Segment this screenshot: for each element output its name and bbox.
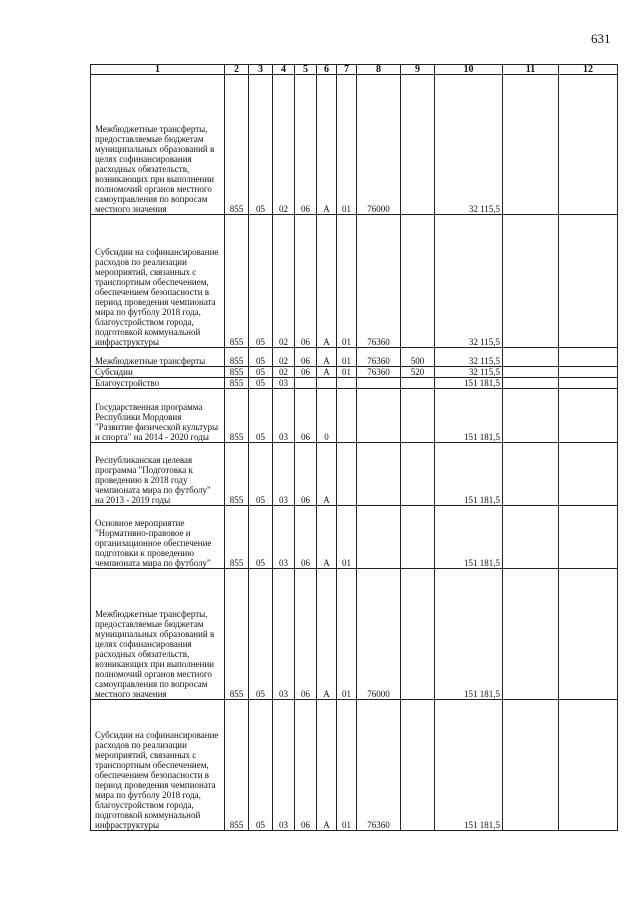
cell-col10: 151 181,5 [435,700,503,831]
cell-col9 [401,215,435,348]
cell-col10: 151 181,5 [435,389,503,443]
table-row [91,348,618,367]
cell-col3: 05 [249,348,273,367]
cell-col3: 05 [249,443,273,506]
cell-col9: 500 [401,348,435,367]
cell-col4: 02 [273,367,295,378]
cell-col2: 855 [225,348,249,367]
cell-col10: 151 181,5 [435,569,503,700]
cell-col3: 05 [249,700,273,831]
cell-col7: 01 [337,506,357,569]
column-header: 5 [295,65,317,75]
cell-col11 [503,389,559,443]
cell-col11 [503,75,559,215]
cell-col2: 855 [225,378,249,389]
column-header: 12 [559,65,618,75]
cell-col4: 02 [273,215,295,348]
cell-col4: 03 [273,389,295,443]
column-header: 1 [91,65,225,75]
cell-col5: 06 [295,389,317,443]
cell-col6: А [317,215,337,348]
cell-col5: 06 [295,443,317,506]
cell-col5: 06 [295,700,317,831]
cell-col8: 76000 [357,75,401,215]
cell-col11 [503,367,559,378]
cell-col7: 01 [337,700,357,831]
row-name: Благоустройство [91,378,225,389]
row-name: Межбюджетные трансферты, предоставляемые бюджетам муниципальных образований в целях софинансирования расходных обязательств, возникающих при выполнении полномочий органов местного самоуправления по вопросам местного значения [91,75,225,215]
row-name: Межбюджетные трансферты [91,348,225,367]
cell-col4: 02 [273,348,295,367]
column-header: 2 [225,65,249,75]
cell-col2: 855 [225,215,249,348]
budget-table-body [91,65,618,831]
table-row [91,75,618,215]
cell-col10: 32 115,5 [435,348,503,367]
row-name: Республиканская целевая программа "Подготовка к проведению в 2018 году чемпионата мира по футболу" на 2013 - 2019 годы [91,443,225,506]
cell-col3: 05 [249,569,273,700]
cell-col8: 76360 [357,700,401,831]
cell-col9 [401,75,435,215]
cell-col7 [337,443,357,506]
cell-col6: А [317,569,337,700]
cell-col9: 520 [401,367,435,378]
cell-col2: 855 [225,75,249,215]
cell-col12 [559,569,618,700]
cell-col9 [401,506,435,569]
column-header: 7 [337,65,357,75]
cell-col12 [559,443,618,506]
cell-col6: А [317,367,337,378]
cell-col12 [559,215,618,348]
cell-col6: А [317,75,337,215]
cell-col7: 01 [337,75,357,215]
table-row [91,378,618,389]
cell-col5: 06 [295,506,317,569]
cell-col8 [357,378,401,389]
cell-col5: 06 [295,367,317,378]
cell-col8: 76000 [357,569,401,700]
cell-col7: 01 [337,215,357,348]
cell-col11 [503,215,559,348]
cell-col10: 151 181,5 [435,378,503,389]
table-row [91,569,618,700]
cell-col10: 32 115,5 [435,75,503,215]
cell-col2: 855 [225,367,249,378]
cell-col6 [317,378,337,389]
cell-col5: 06 [295,215,317,348]
cell-col12 [559,367,618,378]
cell-col8: 76360 [357,215,401,348]
cell-col3: 05 [249,378,273,389]
cell-col10: 32 115,5 [435,215,503,348]
table-row [91,700,618,831]
row-name: Субсидии на софинансирование расходов по реализации мероприятий, связанных с транспортным обеспечением, обеспечением безопасности в период проведения чемпионата мира по футболу 2018 года, благоустройством города, подготовкой коммунальной инфраструктуры [91,215,225,348]
cell-col12 [559,506,618,569]
cell-col4: 03 [273,569,295,700]
cell-col7: 01 [337,569,357,700]
row-name: Межбюджетные трансферты, предоставляемые бюджетам муниципальных образований в целях софинансирования расходных обязательств, возникающих при выполнении полномочий органов местного самоуправления по вопросам местного значения [91,569,225,700]
page-number: 631 [591,31,611,46]
cell-col10: 32 115,5 [435,367,503,378]
table-row [91,389,618,443]
table-row [91,215,618,348]
cell-col3: 05 [249,215,273,348]
cell-col11 [503,506,559,569]
cell-col4: 02 [273,75,295,215]
column-header: 9 [401,65,435,75]
cell-col6: А [317,443,337,506]
cell-col7: 01 [337,367,357,378]
cell-col3: 05 [249,367,273,378]
cell-col7: 01 [337,348,357,367]
cell-col9 [401,389,435,443]
cell-col12 [559,700,618,831]
cell-col9 [401,443,435,506]
cell-col2: 855 [225,389,249,443]
cell-col6: А [317,506,337,569]
table-row [91,367,618,378]
cell-col11 [503,443,559,506]
cell-col8 [357,389,401,443]
cell-col12 [559,348,618,367]
column-header: 6 [317,65,337,75]
cell-col8 [357,506,401,569]
cell-col4: 03 [273,378,295,389]
cell-col11 [503,378,559,389]
cell-col2: 855 [225,569,249,700]
cell-col11 [503,348,559,367]
cell-col10: 151 181,5 [435,443,503,506]
column-header: 4 [273,65,295,75]
row-name: Субсидии [91,367,225,378]
cell-col5 [295,378,317,389]
cell-col4: 03 [273,700,295,831]
cell-col6: 0 [317,389,337,443]
cell-col4: 03 [273,443,295,506]
cell-col2: 855 [225,443,249,506]
cell-col8: 76360 [357,348,401,367]
column-header: 11 [503,65,559,75]
cell-col11 [503,700,559,831]
cell-col8 [357,443,401,506]
column-header: 3 [249,65,273,75]
cell-col12 [559,378,618,389]
cell-col5: 06 [295,348,317,367]
cell-col2: 855 [225,700,249,831]
cell-col3: 05 [249,75,273,215]
table-header-row [91,65,618,75]
cell-col9 [401,700,435,831]
cell-col9 [401,569,435,700]
budget-table [90,64,618,831]
cell-col2: 855 [225,506,249,569]
cell-col5: 06 [295,569,317,700]
cell-col7 [337,389,357,443]
cell-col6: А [317,700,337,831]
cell-col4: 03 [273,506,295,569]
cell-col6: А [317,348,337,367]
cell-col12 [559,75,618,215]
table-row [91,443,618,506]
row-name: Основное мероприятие "Нормативно-правовое и организационное обеспечение подготовки к проведению чемпионата мира по футболу" [91,506,225,569]
cell-col9 [401,378,435,389]
table-row [91,506,618,569]
cell-col10: 151 181,5 [435,506,503,569]
column-header: 8 [357,65,401,75]
cell-col3: 05 [249,506,273,569]
cell-col11 [503,569,559,700]
row-name: Государственная программа Республики Мордовия "Развитие физической культуры и спорта" на 2014 - 2020 годы [91,389,225,443]
cell-col3: 05 [249,389,273,443]
row-name: Субсидии на софинансирование расходов по реализации мероприятий, связанных с транспортным обеспечением, обеспечением безопасности в период проведения чемпионата мира по футболу 2018 года, благоустройством города, подготовкой коммунальной инфраструктуры [91,700,225,831]
cell-col8: 76360 [357,367,401,378]
cell-col12 [559,389,618,443]
column-header: 10 [435,65,503,75]
cell-col5: 06 [295,75,317,215]
cell-col7 [337,378,357,389]
